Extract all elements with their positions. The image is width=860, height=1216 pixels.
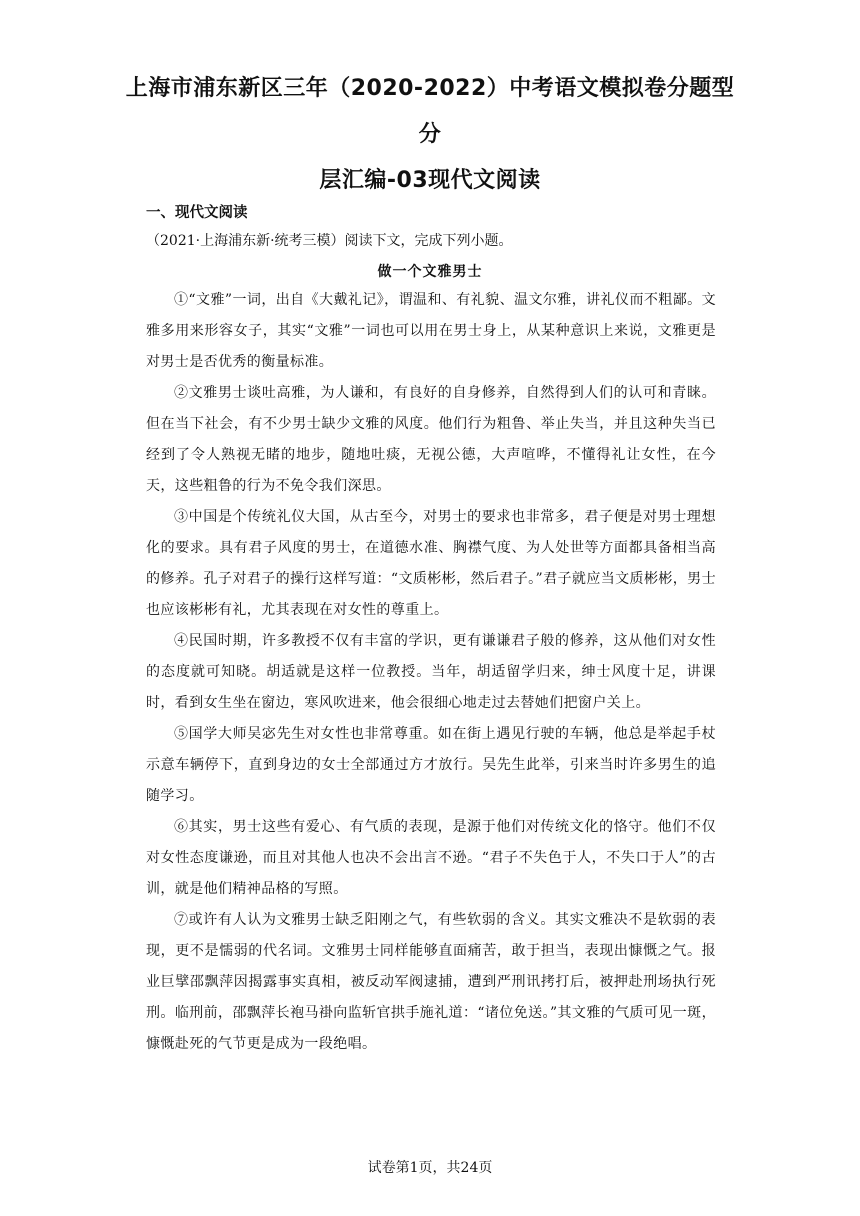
section-heading: 一、现代文阅读 xyxy=(146,205,248,221)
article-paragraph-3: ③中国是个传统礼仪大国，从古至今，对男士的要求也非常多，君子便是对男士理想化的要求。具有君子风度的男士，在道德水准、胸襟气度、为人处世等方面都具备相当高的修养。孔子对君子的操行这样写道：“文质彬彬，然后君子。”君子就应当文质彬彬，男士也应该彬彬有礼，尤其表现在对女性的尊重上。 xyxy=(146,509,716,618)
document-title-line-1: 上海市浦东新区三年（2020-2022）中考语文模拟卷分题型分 xyxy=(125,76,735,147)
article-paragraph-6: ⑥其实，男士这些有爱心、有气质的表现，是源于他们对传统文化的恪守。他们不仅对女性态度谦逊，而且对其他人也决不会出言不逊。“君子不失色于人，不失口于人”的古训，就是他们精神品格的写照。 xyxy=(146,819,716,897)
article-paragraph-5: ⑤国学大师吴宓先生对女性也非常尊重。如在街上遇见行驶的车辆，他总是举起手杖示意车辆停下，直到身边的女士全部通过方才放行。吴先生此举，引来当时许多男生的追随学习。 xyxy=(146,726,716,804)
article-paragraph-4: ④民国时期，许多教授不仅有丰富的学识，更有谦谦君子般的修养，这从他们对女性的态度就可知晓。胡适就是这样一位教授。当年，胡适留学归来，绅士风度十足，讲课时，看到女生坐在窗边，寒风吹进来，他会很细心地走过去替她们把窗户关上。 xyxy=(146,633,716,711)
question-source-line: （2021·上海浦东新·统考三模）阅读下文，完成下列小题。 xyxy=(146,233,513,249)
article-body xyxy=(146,285,716,1060)
article-title: 做一个文雅男士 xyxy=(377,264,483,280)
document-title-line-2: 层汇编-03现代文阅读 xyxy=(319,168,541,193)
article-paragraph-7: ⑦或许有人认为文雅男士缺乏阳刚之气，有些软弱的含义。其实文雅决不是软弱的表现，更不是懦弱的代名词。文雅男士同样能够直面痛苦，敢于担当，表现出慷慨之气。报业巨擘邵飘萍因揭露事实真相，被反动军阀逮捕，遭到严刑讯拷打后，被押赴刑场执行死刑。临刑前，邵飘萍长袍马褂向监斩官拱手施礼道：“诸位免送。”其文雅的气质可见一斑，慷慨赴死的气节更是成为一段绝唱。 xyxy=(146,912,716,1052)
article-paragraph-1: ①“文雅”一词，出自《大戴礼记》，谓温和、有礼貌、温文尔雅，讲礼仪而不粗鄙。文雅多用来形容女子，其实“文雅”一词也可以用在男士身上，从某种意识上来说，文雅更是对男士是否优秀的衡量标准。 xyxy=(146,292,716,370)
document-title xyxy=(120,66,740,204)
article-paragraph-2: ②文雅男士谈吐高雅，为人谦和，有良好的自身修养，自然得到人们的认可和青睐。但在当下社会，有不少男士缺少文雅的风度。他们行为粗鲁、举止失当，并且这种失当已经到了令人熟视无睹的地步，随地吐痰，无视公德，大声喧哗，不懂得礼让女性，在今天，这些粗鲁的行为不免令我们深思。 xyxy=(146,385,716,494)
page-footer: 试卷第1页，共24页 xyxy=(367,1160,493,1176)
